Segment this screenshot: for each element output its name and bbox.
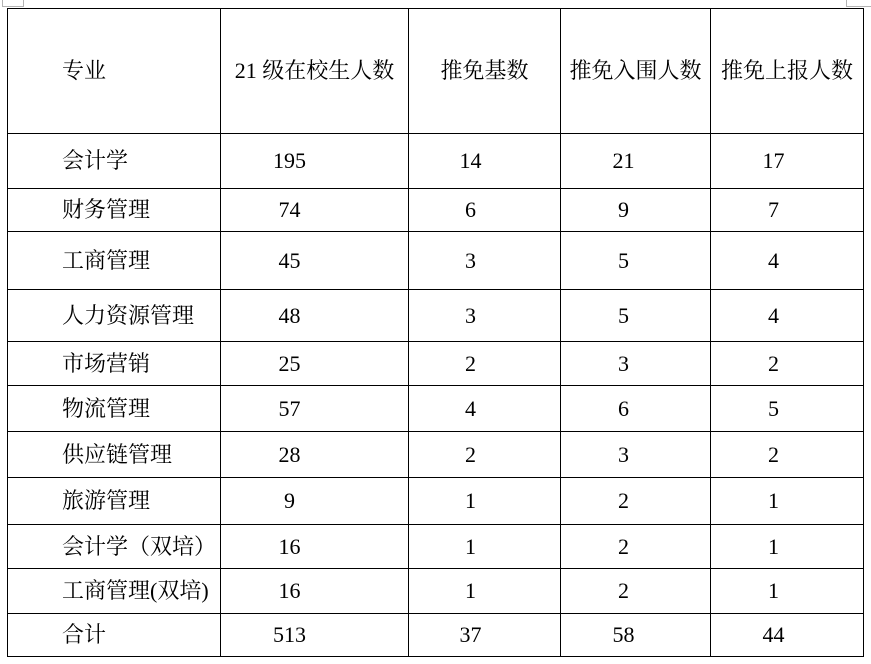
major-cell: 财务管理 (8, 189, 221, 232)
major-cell: 工商管理(双培) (8, 569, 221, 614)
enrolled-count: 195 (221, 134, 409, 189)
shortlisted-count: 3 (561, 432, 711, 478)
shortlisted-count: 2 (561, 569, 711, 614)
shortlisted-count: 21 (561, 134, 711, 189)
row-hr-management (8, 290, 864, 342)
row-marketing (8, 342, 864, 386)
row-total (8, 614, 864, 657)
enrolled-count: 16 (221, 525, 409, 569)
row-supply-chain-management (8, 432, 864, 478)
header-cell-enrolled-count: 21 级在校生人数 (221, 9, 409, 134)
major-cell: 物流管理 (8, 386, 221, 432)
enrolled-count: 16 (221, 569, 409, 614)
major-cell: 市场营销 (8, 342, 221, 386)
major-cell: 合计 (8, 614, 221, 657)
header-cell-recommendation-base: 推免基数 (409, 9, 561, 134)
row-accounting (8, 134, 864, 189)
reported-count: 7 (711, 189, 864, 232)
shortlisted-count: 5 (561, 232, 711, 290)
header-cell-reported-count: 推免上报人数 (711, 9, 864, 134)
row-business-administration (8, 232, 864, 290)
enrolled-count: 74 (221, 189, 409, 232)
enrolled-count: 25 (221, 342, 409, 386)
enrolled-count: 28 (221, 432, 409, 478)
row-accounting-dual (8, 525, 864, 569)
reported-count: 2 (711, 342, 864, 386)
enrolled-count: 9 (221, 478, 409, 525)
reported-count: 4 (711, 290, 864, 342)
major-cell: 会计学 (8, 134, 221, 189)
shortlisted-count: 9 (561, 189, 711, 232)
enrolled-count: 48 (221, 290, 409, 342)
base-count: 14 (409, 134, 561, 189)
reported-count: 1 (711, 525, 864, 569)
base-count: 6 (409, 189, 561, 232)
major-cell: 工商管理 (8, 232, 221, 290)
shortlisted-count: 2 (561, 525, 711, 569)
row-logistics-management (8, 386, 864, 432)
base-count: 1 (409, 478, 561, 525)
base-count: 1 (409, 569, 561, 614)
reported-count: 1 (711, 569, 864, 614)
base-count: 3 (409, 290, 561, 342)
base-count: 2 (409, 432, 561, 478)
reported-count: 1 (711, 478, 864, 525)
table-header-row (8, 9, 864, 134)
major-cell: 旅游管理 (8, 478, 221, 525)
enrolled-count: 513 (221, 614, 409, 657)
major-cell: 人力资源管理 (8, 290, 221, 342)
admission-quota-table (7, 8, 864, 657)
row-tourism-management (8, 478, 864, 525)
base-count: 3 (409, 232, 561, 290)
enrolled-count: 57 (221, 386, 409, 432)
header-cell-major: 专业 (8, 9, 221, 134)
shortlisted-count: 5 (561, 290, 711, 342)
shortlisted-count: 6 (561, 386, 711, 432)
base-count: 37 (409, 614, 561, 657)
row-business-administration-dual (8, 569, 864, 614)
row-financial-management (8, 189, 864, 232)
base-count: 1 (409, 525, 561, 569)
enrolled-count: 45 (221, 232, 409, 290)
base-count: 2 (409, 342, 561, 386)
reported-count: 5 (711, 386, 864, 432)
base-count: 4 (409, 386, 561, 432)
reported-count: 4 (711, 232, 864, 290)
reported-count: 44 (711, 614, 864, 657)
reported-count: 2 (711, 432, 864, 478)
shortlisted-count: 58 (561, 614, 711, 657)
major-cell: 供应链管理 (8, 432, 221, 478)
major-cell: 会计学（双培） (8, 525, 221, 569)
header-cell-shortlisted-count: 推免入围人数 (561, 9, 711, 134)
reported-count: 17 (711, 134, 864, 189)
shortlisted-count: 2 (561, 478, 711, 525)
shortlisted-count: 3 (561, 342, 711, 386)
clipped-grid-corner-right (846, 0, 871, 7)
clipped-grid-corner-left (2, 0, 24, 7)
